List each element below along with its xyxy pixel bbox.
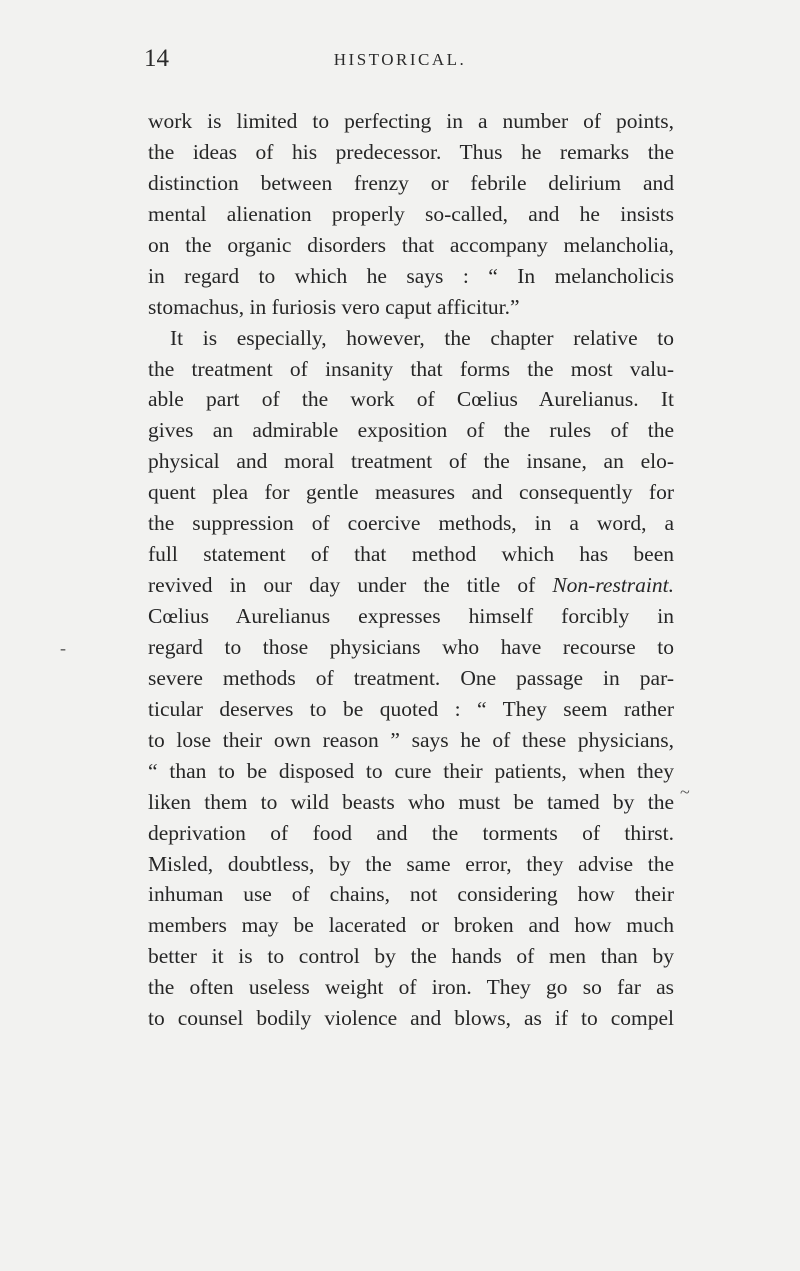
text-line: Cœlius Aurelianus expresses himself forcibly in (148, 604, 674, 628)
text-line: Misled, doubtless, by the same error, they advise the (148, 851, 674, 876)
text-line: to counsel bodily violence and blows, as if to compel (148, 1006, 674, 1031)
text-line: on the organic disorders that accompany melancholia, (148, 232, 674, 257)
text-line: deprivation of food and the torments of thirst. (148, 820, 674, 845)
text-line: the often useless weight of iron. They go so far as (148, 975, 674, 1000)
body-text (148, 106, 674, 1034)
text-line (148, 570, 674, 601)
text-line: to lose their own reason ” says he of these physicians, (148, 727, 674, 752)
text-line: the treatment of insanity that forms the most valu- (148, 356, 674, 381)
running-head (0, 44, 800, 74)
running-title: HISTORICAL. (333, 50, 467, 69)
text-line: severe methods of treatment. One passage in par- (148, 665, 674, 690)
text-line: quent plea for gentle measures and consequently for (148, 480, 674, 505)
text-line: It is especially, however, the chapter relative to (170, 325, 674, 350)
margin-tilde-mark: ~ (680, 782, 690, 802)
text-line: work is limited to perfecting in a number of points, (148, 109, 674, 133)
text-line: mental alienation properly so-called, and he insists (148, 201, 674, 226)
text-line: better it is to control by the hands of men than by (148, 944, 674, 969)
text-line: physical and moral treatment of the insane, an elo- (148, 449, 674, 474)
margin-dash-mark: - (60, 638, 66, 658)
text-line: full statement of that method which has been (148, 542, 674, 567)
text-line: the suppression of coercive methods, in a word, a (148, 511, 674, 536)
text-line: distinction between frenzy or febrile delirium and (148, 170, 674, 195)
text-line: gives an admirable exposition of the rules of the (148, 418, 674, 443)
text-line: stomachus, in furiosis vero caput afficitur.” (148, 294, 520, 319)
italic-term: Non-restraint. (552, 573, 674, 598)
text-run: revived in our day under the title of (148, 573, 553, 598)
text-line: able part of the work of Cœlius Aurelianus. It (148, 387, 674, 412)
page-number: 14 (144, 45, 169, 72)
text-line: ticular deserves to be quoted : “ They seem rather (148, 696, 674, 721)
text-line: the ideas of his predecessor. Thus he remarks the (148, 139, 674, 164)
text-line: members may be lacerated or broken and how much (148, 913, 674, 938)
text-line: liken them to wild beasts who must be tamed by the (148, 789, 674, 814)
text-line: regard to those physicians who have recourse to (148, 634, 674, 659)
text-line: inhuman use of chains, not considering how their (148, 882, 674, 907)
text-line: in regard to which he says : “ In melancholicis (148, 263, 674, 288)
text-line: “ than to be disposed to cure their patients, when they (148, 758, 674, 783)
